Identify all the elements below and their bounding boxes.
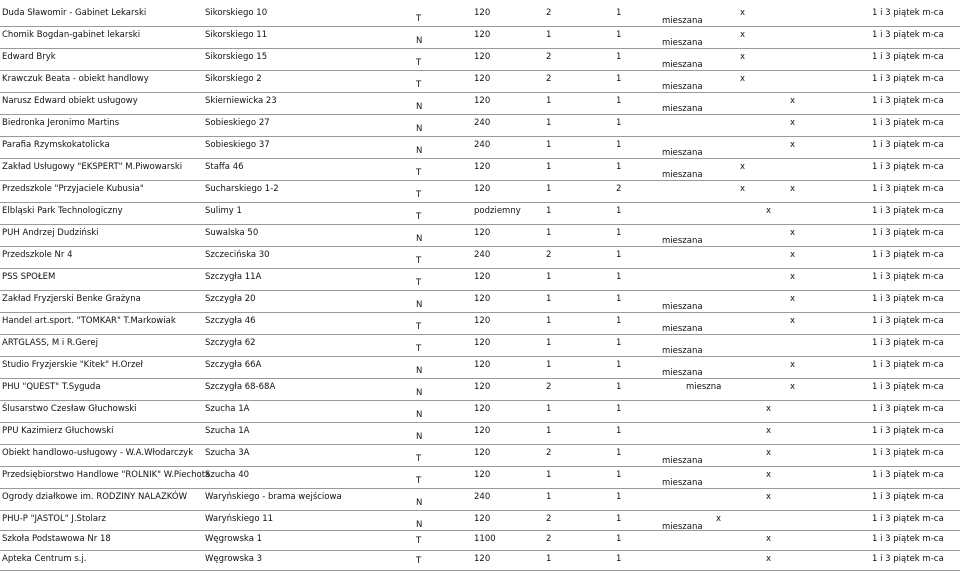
cell-kind: mieszana <box>662 38 703 48</box>
cell-cnt: 1 <box>546 228 552 238</box>
cell-type: N <box>416 388 423 398</box>
cell-vol: 120 <box>474 228 491 238</box>
cell-vol: 120 <box>474 184 491 194</box>
cell-vol: 120 <box>474 8 491 18</box>
cell-type: N <box>416 102 423 112</box>
cell-cnt: 1 <box>546 470 552 480</box>
cell-freq: 1 <box>616 338 622 348</box>
cell-addr: Szczygła 68-68A <box>205 382 276 392</box>
cell-sched: 1 i 3 piątek m-ca <box>872 514 944 524</box>
cell-addr: Węgrowska 3 <box>205 554 263 564</box>
cell-cnt: 1 <box>546 554 552 564</box>
cell-vol: 120 <box>474 52 491 62</box>
cell-kind: mieszana <box>662 522 703 532</box>
cell-vol: podziemny <box>474 206 521 216</box>
cell-sched: 1 i 3 piątek m-ca <box>872 294 944 304</box>
cell-freq: 2 <box>616 184 622 194</box>
cell-name: PHU-P "JASTOL" J.Stolarz <box>2 514 107 524</box>
cell-xc: x <box>790 96 796 106</box>
table-row <box>0 488 960 511</box>
cell-freq: 1 <box>616 74 622 84</box>
cell-type: N <box>416 234 423 244</box>
table-row <box>0 48 960 71</box>
cell-type: T <box>416 14 422 24</box>
cell-addr: Sikorskiego 2 <box>205 74 262 84</box>
table-row <box>0 422 960 445</box>
cell-sched: 1 i 3 piątek m-ca <box>872 316 944 326</box>
cell-addr: Skierniewicka 23 <box>205 96 277 106</box>
table-row <box>0 114 960 137</box>
table-row <box>0 550 960 571</box>
cell-type: T <box>416 80 422 90</box>
cell-name: Chomik Bogdan-gabinet lekarski <box>2 30 141 40</box>
cell-kind: mieszana <box>662 456 703 466</box>
cell-name: Przedsiębiorstwo Handlowe "ROLNIK" W.Piechota <box>2 470 211 480</box>
cell-cnt: 1 <box>546 426 552 436</box>
cell-type: T <box>416 556 422 566</box>
cell-cnt: 2 <box>546 448 552 458</box>
cell-cnt: 1 <box>546 30 552 40</box>
cell-name: Elbląski Park Technologiczny <box>2 206 123 216</box>
cell-vol: 120 <box>474 272 491 282</box>
cell-vol: 1100 <box>474 534 496 544</box>
cell-vol: 120 <box>474 162 491 172</box>
cell-vol: 120 <box>474 448 491 458</box>
cell-type: N <box>416 432 423 442</box>
cell-xc: x <box>790 382 796 392</box>
cell-addr: Sulimy 1 <box>205 206 242 216</box>
cell-type: T <box>416 278 422 288</box>
cell-type: T <box>416 256 422 266</box>
cell-xc: x <box>790 250 796 260</box>
table-row <box>0 334 960 357</box>
cell-freq: 1 <box>616 360 622 370</box>
cell-type: T <box>416 476 422 486</box>
cell-addr: Sucharskiego 1-2 <box>205 184 279 194</box>
cell-freq: 1 <box>616 206 622 216</box>
cell-vol: 240 <box>474 118 491 128</box>
cell-type: N <box>416 36 423 46</box>
cell-type: T <box>416 454 422 464</box>
cell-freq: 1 <box>616 426 622 436</box>
cell-freq: 1 <box>616 492 622 502</box>
cell-freq: 1 <box>616 228 622 238</box>
cell-xc: x <box>790 272 796 282</box>
table-row <box>0 180 960 203</box>
cell-cnt: 1 <box>546 360 552 370</box>
cell-cnt: 1 <box>546 118 552 128</box>
cell-kind: mieszana <box>662 368 703 378</box>
table-row <box>0 26 960 49</box>
cell-name: Narusz Edward obiekt usługowy <box>2 96 138 106</box>
cell-freq: 1 <box>616 294 622 304</box>
cell-kind: mieszana <box>662 60 703 70</box>
cell-name: Przedszkole "Przyjaciele Kubusia" <box>2 184 144 194</box>
cell-xb: x <box>740 184 746 194</box>
cell-xa: x <box>766 534 772 544</box>
cell-addr: Szczygła 46 <box>205 316 256 326</box>
cell-freq: 1 <box>616 534 622 544</box>
table-row <box>0 70 960 93</box>
cell-sched: 1 i 3 piątek m-ca <box>872 206 944 216</box>
cell-cnt: 2 <box>546 534 552 544</box>
cell-sched: 1 i 3 piątek m-ca <box>872 554 944 564</box>
cell-addr: Szucha 40 <box>205 470 250 480</box>
cell-kind: mieszana <box>662 302 703 312</box>
table-row <box>0 268 960 291</box>
table-row <box>0 466 960 489</box>
cell-type: N <box>416 146 423 156</box>
cell-type: T <box>416 344 422 354</box>
cell-cnt: 1 <box>546 184 552 194</box>
cell-type: T <box>416 190 422 200</box>
table-row <box>0 510 960 531</box>
cell-name: Krawczuk Beata - obiekt handlowy <box>2 74 149 84</box>
cell-type: T <box>416 322 422 332</box>
cell-sched: 1 i 3 piątek m-ca <box>872 52 944 62</box>
cell-sched: 1 i 3 piątek m-ca <box>872 228 944 238</box>
cell-xb: x <box>716 514 722 524</box>
cell-freq: 1 <box>616 316 622 326</box>
cell-vol: 120 <box>474 360 491 370</box>
cell-cnt: 1 <box>546 140 552 150</box>
table-row <box>0 378 960 401</box>
cell-addr: Szczygła 66A <box>205 360 262 370</box>
cell-xa: x <box>766 448 772 458</box>
table-row <box>0 530 960 551</box>
cell-freq: 1 <box>616 52 622 62</box>
cell-sched: 1 i 3 piątek m-ca <box>872 470 944 480</box>
cell-vol: 240 <box>474 492 491 502</box>
cell-xc: x <box>790 228 796 238</box>
cell-xb: x <box>740 162 746 172</box>
cell-addr: Suwalska 50 <box>205 228 259 238</box>
cell-cnt: 1 <box>546 272 552 282</box>
cell-sched: 1 i 3 piątek m-ca <box>872 250 944 260</box>
cell-name: Ogrody działkowe im. RODZINY NALAZKÓW <box>2 492 187 502</box>
cell-cnt: 1 <box>546 492 552 502</box>
cell-sched: 1 i 3 piątek m-ca <box>872 96 944 106</box>
cell-name: Ślusarstwo Czesław Głuchowski <box>2 404 137 414</box>
cell-cnt: 1 <box>546 294 552 304</box>
cell-addr: Węgrowska 1 <box>205 534 263 544</box>
cell-name: Biedronka Jeronimo Martins <box>2 118 120 128</box>
cell-xb: x <box>740 8 746 18</box>
cell-xa: x <box>766 426 772 436</box>
cell-freq: 1 <box>616 250 622 260</box>
cell-addr: Szczygła 11A <box>205 272 262 282</box>
cell-type: T <box>416 536 422 546</box>
cell-name: Parafia Rzymskokatolicka <box>2 140 110 150</box>
cell-name: Obiekt handlowo-usługowy - W.A.Włodarczyk <box>2 448 194 458</box>
cell-vol: 120 <box>474 294 491 304</box>
cell-vol: 120 <box>474 338 491 348</box>
cell-vol: 120 <box>474 316 491 326</box>
cell-name: ARTGLASS, M i R.Gerej <box>2 338 98 348</box>
cell-cnt: 2 <box>546 52 552 62</box>
cell-addr: Szczygła 62 <box>205 338 256 348</box>
cell-addr: Szczecińska 30 <box>205 250 270 260</box>
cell-type: T <box>416 58 422 68</box>
cell-vol: 120 <box>474 554 491 564</box>
cell-name: Szkoła Podstawowa Nr 18 <box>2 534 111 544</box>
cell-addr: Sikorskiego 10 <box>205 8 268 18</box>
cell-xa: x <box>766 404 772 414</box>
cell-name: PUH Andrzej Dudziński <box>2 228 99 238</box>
cell-freq: 1 <box>616 30 622 40</box>
cell-xb: x <box>766 492 772 502</box>
cell-freq: 1 <box>616 272 622 282</box>
table-row <box>0 202 960 225</box>
cell-vol: 120 <box>474 514 491 524</box>
cell-freq: 1 <box>616 96 622 106</box>
cell-xc: x <box>790 360 796 370</box>
cell-vol: 240 <box>474 250 491 260</box>
cell-freq: 1 <box>616 514 622 524</box>
table-row <box>0 92 960 115</box>
cell-vol: 120 <box>474 30 491 40</box>
cell-freq: 1 <box>616 162 622 172</box>
cell-cnt: 1 <box>546 162 552 172</box>
cell-sched: 1 i 3 piątek m-ca <box>872 140 944 150</box>
cell-name: Zakład Fryzjerski Benke Grażyna <box>2 294 141 304</box>
cell-sched: 1 i 3 piątek m-ca <box>872 448 944 458</box>
cell-name: Przedszkole Nr 4 <box>2 250 73 260</box>
cell-cnt: 2 <box>546 74 552 84</box>
cell-cnt: 2 <box>546 8 552 18</box>
cell-cnt: 1 <box>546 404 552 414</box>
cell-kind: mieszana <box>662 236 703 246</box>
cell-addr: Szczygła 20 <box>205 294 256 304</box>
cell-sched: 1 i 3 piątek m-ca <box>872 272 944 282</box>
table-row <box>0 158 960 181</box>
cell-freq: 1 <box>616 404 622 414</box>
cell-sched: 1 i 3 piątek m-ca <box>872 426 944 436</box>
cell-type: N <box>416 498 423 508</box>
cell-kind: mieszana <box>662 346 703 356</box>
cell-xa: x <box>766 554 772 564</box>
cell-name: PPU Kazimierz Głuchowski <box>2 426 114 436</box>
cell-xb: x <box>740 52 746 62</box>
cell-addr: Waryńskiego - brama wejściowa <box>205 492 342 502</box>
cell-xc: x <box>790 184 796 194</box>
cell-name: PHU "QUEST" T.Syguda <box>2 382 101 392</box>
cell-addr: Staffa 46 <box>205 162 244 172</box>
cell-type: T <box>416 212 422 222</box>
cell-cnt: 1 <box>546 96 552 106</box>
cell-name: PSS SPOŁEM <box>2 272 56 282</box>
cell-xb: x <box>740 30 746 40</box>
cell-cnt: 2 <box>546 514 552 524</box>
cell-addr: Szucha 1A <box>205 426 250 436</box>
cell-vol: 120 <box>474 74 491 84</box>
table-row <box>0 356 960 379</box>
cell-sched: 1 i 3 piątek m-ca <box>872 162 944 172</box>
cell-sched: 1 i 3 piątek m-ca <box>872 184 944 194</box>
cell-freq: 1 <box>616 448 622 458</box>
cell-kind: mieszana <box>662 104 703 114</box>
table-row <box>0 312 960 335</box>
cell-type: N <box>416 410 423 420</box>
cell-sched: 1 i 3 piątek m-ca <box>872 338 944 348</box>
table-row <box>0 290 960 313</box>
cell-kind: mieszana <box>662 478 703 488</box>
cell-name: Studio Fryzjerskie "Kitek" H.Orzeł <box>2 360 143 370</box>
cell-addr: Sobieskiego 27 <box>205 118 270 128</box>
cell-xc: x <box>790 316 796 326</box>
cell-addr: Sikorskiego 11 <box>205 30 268 40</box>
cell-type: T <box>416 168 422 178</box>
cell-name: Duda Sławomir - Gabinet Lekarski <box>2 8 147 18</box>
table-row <box>0 444 960 467</box>
table-row <box>0 400 960 423</box>
cell-type: N <box>416 124 423 134</box>
cell-cnt: 1 <box>546 206 552 216</box>
cell-sched: 1 i 3 piątek m-ca <box>872 492 944 502</box>
cell-sched: 1 i 3 piątek m-ca <box>872 8 944 18</box>
cell-freq: 1 <box>616 470 622 480</box>
table-row <box>0 136 960 159</box>
cell-vol: 120 <box>474 382 491 392</box>
cell-kind: mieszna <box>686 382 722 392</box>
cell-vol: 240 <box>474 140 491 150</box>
cell-vol: 120 <box>474 96 491 106</box>
cell-vol: 120 <box>474 426 491 436</box>
cell-name: Handel art.sport. "TOMKAR" T.Markowiak <box>2 316 176 326</box>
cell-kind: mieszana <box>662 148 703 158</box>
cell-addr: Szucha 3A <box>205 448 250 458</box>
cell-xb: x <box>740 74 746 84</box>
cell-sched: 1 i 3 piątek m-ca <box>872 382 944 392</box>
cell-freq: 1 <box>616 8 622 18</box>
cell-sched: 1 i 3 piątek m-ca <box>872 534 944 544</box>
cell-kind: mieszana <box>662 170 703 180</box>
cell-xc: x <box>790 294 796 304</box>
cell-name: Apteka Centrum s.j. <box>2 554 87 564</box>
table-row <box>0 4 960 27</box>
cell-kind: mieszana <box>662 16 703 26</box>
cell-name: Zakład Usługowy "EKSPERT" M.Piwowarski <box>2 162 183 172</box>
cell-sched: 1 i 3 piątek m-ca <box>872 360 944 370</box>
cell-sched: 1 i 3 piątek m-ca <box>872 118 944 128</box>
cell-addr: Szucha 1A <box>205 404 250 414</box>
cell-freq: 1 <box>616 140 622 150</box>
cell-vol: 120 <box>474 404 491 414</box>
cell-type: N <box>416 520 423 530</box>
cell-cnt: 2 <box>546 250 552 260</box>
cell-kind: mieszana <box>662 324 703 334</box>
cell-addr: Sikorskiego 15 <box>205 52 268 62</box>
table-row <box>0 224 960 247</box>
cell-vol: 120 <box>474 470 491 480</box>
cell-sched: 1 i 3 piątek m-ca <box>872 74 944 84</box>
cell-xa: x <box>766 206 772 216</box>
cell-cnt: 1 <box>546 338 552 348</box>
cell-name: Edward Bryk <box>2 52 56 62</box>
cell-freq: 1 <box>616 118 622 128</box>
cell-addr: Sobieskiego 37 <box>205 140 270 150</box>
cell-cnt: 2 <box>546 382 552 392</box>
cell-sched: 1 i 3 piątek m-ca <box>872 404 944 414</box>
cell-cnt: 1 <box>546 316 552 326</box>
cell-xc: x <box>790 118 796 128</box>
cell-addr: Waryńskiego 11 <box>205 514 274 524</box>
cell-type: N <box>416 300 423 310</box>
cell-freq: 1 <box>616 382 622 392</box>
cell-freq: 1 <box>616 554 622 564</box>
cell-xa: x <box>766 470 772 480</box>
cell-type: N <box>416 366 423 376</box>
table-row <box>0 246 960 269</box>
cell-kind: mieszana <box>662 82 703 92</box>
cell-sched: 1 i 3 piątek m-ca <box>872 30 944 40</box>
cell-xc: x <box>790 140 796 150</box>
